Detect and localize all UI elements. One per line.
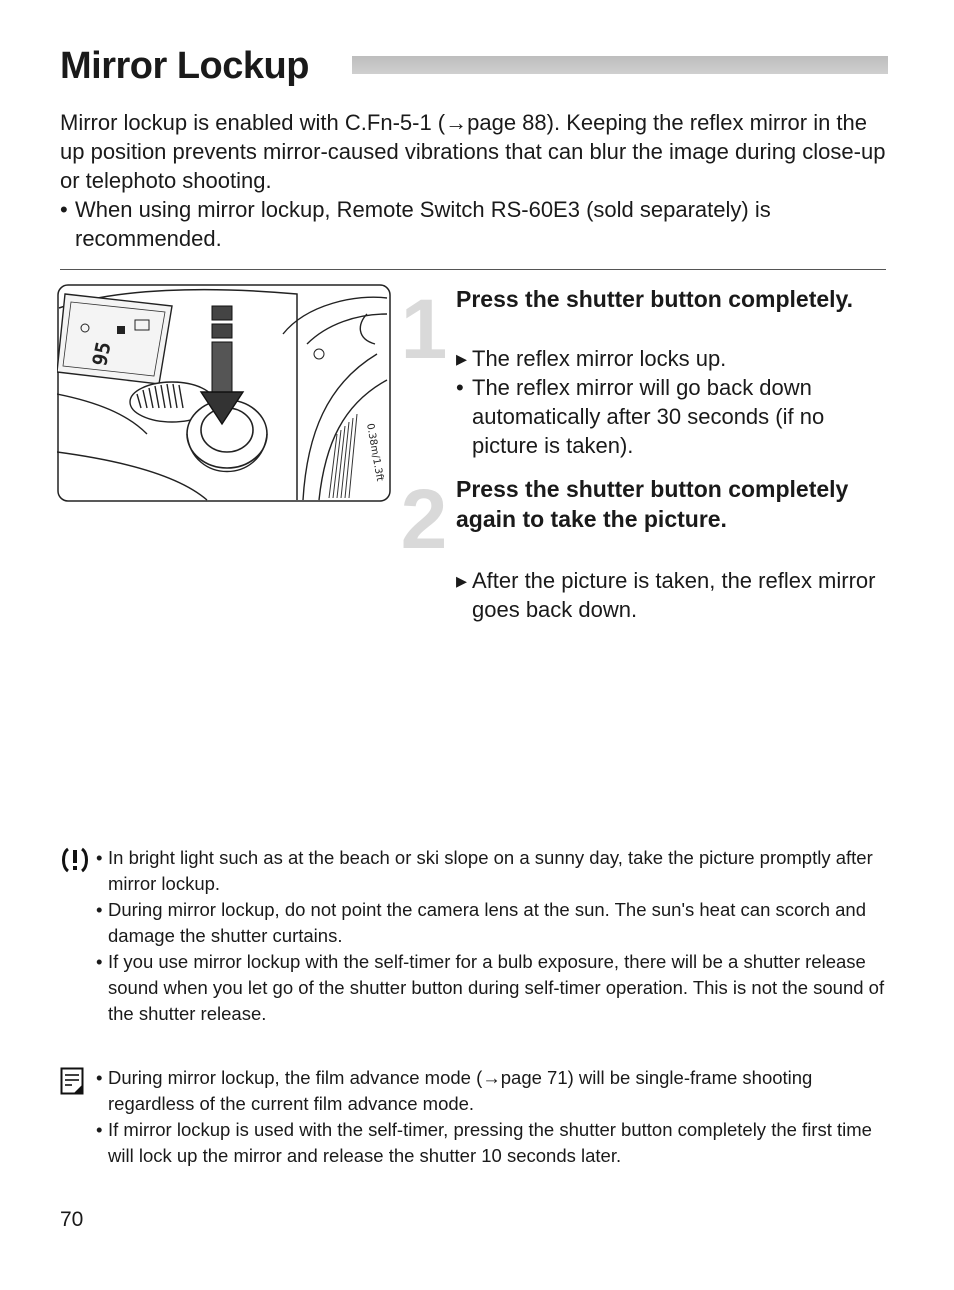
list-item: • If mirror lockup is used with the self-timer, pressing the shutter button completely the first time will lock up the mirror and release the shutter 10 seconds later.: [96, 1119, 872, 1166]
page-title: Mirror Lockup: [60, 45, 309, 87]
step-title: Press the shutter button completely.: [456, 286, 854, 312]
lcd-readout: 95: [87, 339, 116, 369]
note-icon: [60, 1067, 84, 1095]
step-items: [456, 344, 886, 460]
list-item: • During mirror lockup, the film advance mode (→page 71) will be single-frame shooting regardless of the current film advance mode.: [96, 1067, 813, 1114]
step-title: Press the shutter button completely again to take the picture.: [456, 476, 849, 532]
title-decoration-bar: [352, 56, 888, 74]
step-number: 1: [400, 282, 448, 376]
intro-bullet: [60, 195, 890, 253]
list-item: ▸ After the picture is taken, the reflex mirror goes back down.: [456, 568, 876, 622]
camera-top-icon: [57, 284, 391, 502]
caution-section: [60, 845, 890, 1035]
title-row: [60, 40, 888, 96]
list-item: • The reflex mirror will go back down automatically after 30 seconds (if no picture is taken).: [456, 375, 825, 458]
bullet-marker: •: [60, 197, 68, 222]
memo-items: [96, 1065, 886, 1169]
step-number: 2: [400, 472, 448, 566]
memo-section: [60, 1065, 890, 1205]
list-item: • In bright light such as at the beach or ski slope on a sunny day, take the picture promptly after mirror lockup.: [96, 847, 873, 894]
lens-distance-scale: 0.38m/1.3ft: [364, 422, 386, 483]
caution-icon: [60, 847, 90, 873]
step-items: [456, 566, 886, 624]
list-item: • If you use mirror lockup with the self-timer for a bulb exposure, there will be a shutter release sound when you let go of the shutter button during self-timer operation. This is not the sound of the shutter release.: [96, 951, 885, 1024]
step-2: [396, 474, 886, 634]
list-item: • During mirror lockup, do not point the camera lens at the sun. The sun's heat can scorch and damage the shutter curtains.: [96, 899, 866, 946]
camera-illustration: [57, 284, 391, 502]
page-number: 70: [60, 1208, 84, 1231]
caution-items: [96, 845, 886, 1027]
list-item: ▸ The reflex mirror locks up.: [456, 346, 727, 371]
intro-paragraph: Mirror lockup is enabled with C.Fn-5-1 (→page 88). Keeping the reflex mirror in the up position prevents mirror-caused vibrations that can blur the image during close-up or telephoto shooting.: [60, 110, 886, 193]
section-divider: [60, 269, 886, 270]
step-1: [396, 284, 886, 464]
intro-bullet-text: When using mirror lockup, Remote Switch RS-60E3 (sold separately) is recommended.: [75, 197, 771, 251]
intro-section: [60, 108, 890, 253]
